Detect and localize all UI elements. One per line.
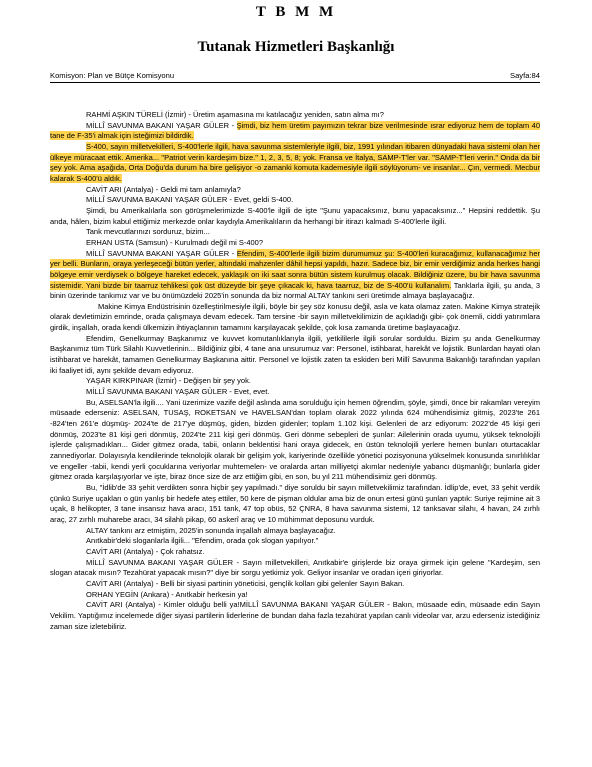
paragraph-text: CAVİT ARI (Antalya) - Kimler olduğu belli ya!MİLLÎ SAVUNMA BAKANI YAŞAR GÜLER - Bakın, müsaade edin, müsaade edin Sayın Vekilim. Yaptığımız incelemede diğer siyasi partilerin liderlerine de bundan daha fazla tezahürat yapılan canlı videolar var, arzu ederseniz istediğiniz zaman size izletebiliriz. [50,600,540,631]
paragraph-text: Bu, ASELSAN'la ilgili.... Yani üzerimize vazife değil aslında ama sorulduğu için hemen öğrendim, şöyle, şimdi, önce bir rakamları vereyim müsaade ederseniz: ASELSAN, TUSAŞ, ROKETSAN ve HAVELSAN'dan toplam olarak 2022 yılında 624 mühendisimiz gitmiş, 2023'te 261 -824'ten 261'e düşmüş- 2024'te de 217'ye düşmüş, giden, bizden gidenler; toplam 1.102 kişi. Gelenleri de arz ediyorum: 2022'de 45 kişi geri dönmüş, 2023'te 81 kişi geri dönmüş, 2024'te 211 kişi geri dönmüş. Geri dönme sebepleri de şunlar: Ailelerinin orada uyumu, yüksek teknolojili işlerde çalışmadıkları... Gider gitmez orada, tabii, onların beklentisi hani oraya gidecek, en üstün teknolojili yerlere hemen bunları oturtacaklar zannediyorlar. Dolayısıyla kendilerinde teknolojik olarak bir gelişim yok, kariyerinde özellikle yönetici pozisyonuna yükselmek konusunda sınırlılıklar ve engeller -tabii, kendi yerli çocuklarına veriyorlar muhtemelen- ve oralarda artan milliyetçi akımlar nedeniyle yabancı düşmanlığı; bunlarla gider gitmez orada karşılaşıyorlar ve işte, biraz önce size de arz ettiğim gibi, en son, bu yıl 211 mühendisimiz geri dönmüş. [50,397,540,482]
paragraph-text: YAŞAR KIRKPINAR (İzmir) - Değişen bir şey yok. [86,376,251,386]
transcript-paragraph [50,526,540,537]
document-title: T B M M [255,4,337,20]
transcript-paragraph [50,206,540,227]
transcript-paragraph [50,302,540,334]
transcript-paragraph [50,238,540,249]
transcript-paragraph [50,600,540,632]
transcript-paragraph [50,249,540,302]
transcript-paragraph [50,483,540,526]
highlighted-text: S-400, sayın milletvekilleri, S-400'lerle ilgili, hava savunma sistemleriyle ilgili, biz, 1991 yılından itibaren dünyadaki hava sistemi olan her ülkeye müracaat ettik. Amerika... "Patriot verin kardeşim bize." 1, 2, 3, 5, 8; yok. Fransa ve İtalya, SAMP-T'ler var. "SAMP-T'leri verin." Onda da bir şey yok. Ama aşağıda, Orta Doğu'da durum ha bire gelişiyor -o zamanki komuta kademesiyle ilgili söylüyorum- ve insanlar... Çın, vermedi. Mecbur kalarak S-400'ü aldık. [50,141,540,183]
paragraph-text: Bu, "İdlib'de 33 şehit verdikten sonra hiçbir şey yapılmadı." diye soruldu bir sayın milletvekilimiz tarafından. İdlip'de, evet, 33 şehit verdik çünkü Suriye uçakları o gün yanlış bir hedefe ateş ettiler, 50 kere de pişman oldular ama biz de onun ertesi günü şunları yaptık: Suriye rejimine ait 3 uçak, 8 helikopter, 3 tane insansız hava aracı, 151 tank, 47 top obüs, 52 ÇNRA, 8 hava savunma sistemi, 12 tanksavar silahı, 4 havan, 24 zırhlı araç, 27 zırhlı muharebe aracı, 34 silahlı pikap, 60 askerî araç ve 10 mühimmat deposunu vurduk. [50,482,540,524]
document-subtitle: Tutanak Hizmetleri Başkanlığı [197,39,395,55]
paragraph-text: CAVİT ARI (Antalya) - Belli bir siyasi partinin yöneticisi, gençlik kolları gibi gelenler Sayın Bakan. [86,578,405,588]
paragraph-text: Tanklarla ilgili, şu anda, 3 binin üzerinde tankımız var ve bu önümüzdeki 2025'in sonunda da biz normal ALTAY tankını seri üretimde almaya başlayacağız. [50,280,540,301]
transcript-body [50,110,540,632]
paragraph-text: ORHAN YEGİN (Ankara) - Anıtkabir herkesin ya! [86,589,248,599]
paragraph-text: ALTAY tankını arz etmiştim, 2025'in sonunda inşallah almaya başlayacağız. [86,525,336,535]
paragraph-text: MİLLÎ SAVUNMA BAKANI YAŞAR GÜLER - Evet, evet. [86,387,270,397]
paragraph-text: MİLLÎ SAVUNMA BAKANI YAŞAR GÜLER - [86,120,237,130]
page-meta [50,71,540,80]
header-divider [50,82,540,83]
paragraph-text: Şimdi, bu Amerikalılarla son görüşmelerimizde S-400'le ilgili de işte "Şunu yapacaksınız, bunu yapacaksınız..." Hepsini reddettik. Şu anda, hâlen, bizim kabul ettiğimiz merkezde onlar kaydıyla Amerikalıların da herhangi bir itirazı kalmadı S-400'lerle ilgili. [50,205,540,226]
commission-label: Komisyon: Plan ve Bütçe Komisyonu [50,71,175,80]
paragraph-text: RAHMİ AŞKIN TÜRELİ (İzmir) - Üretim aşamasına mı katılacağız yeniden, satın alma mı? [86,110,384,119]
paragraph-text: Tank mevcutlarınızı sorduruz, bizim... [86,227,210,237]
transcript-paragraph [50,334,540,377]
transcript-paragraph [50,142,540,185]
transcript-paragraph [50,398,540,483]
transcript-paragraph [50,547,540,558]
paragraph-text: MİLLÎ SAVUNMA BAKANI YAŞAR GÜLER - Evet, geldi S-400. [86,195,294,205]
transcript-paragraph [50,121,540,142]
paragraph-text: MİLLÎ SAVUNMA BAKANI YAŞAR GÜLER - [86,248,237,258]
highlighted-text: Şimdi, biz hem üretim payımızın tekrar bize verilmesinde ısrar ediyoruz hem de toplam 40 tane de F-35'i almak için isteğimizi bildirdik. [50,120,540,141]
transcript-paragraph [50,227,540,238]
highlighted-text: Efendim, S-400'lerle ilgili bizim durumumuz şu: S-400'leri kuracağımız, kullanacağımız her yer belli. Bunların, oraya yerleşeceği bütün yerler, altındaki mahzenler dâhil hepsi yapıldı, hazır. Sadece biz, bir emir verdiğimiz anda herkes hangi bölgeye emir verdiysek o bölgeye hareket edecek, yaklaşık on iki saat sonra bütün sistem kurulmuş olacak. Bildiğiniz üzere, bu bir hava savunma sistemidir. Yani bizde bir taarruz tehlikesi çok üst düzeyde bir şeye çıkacak ki, hava taarruz, biz de S-400'ü kullanalım. [50,248,540,290]
paragraph-text: CAVİT ARI (Antalya) - Geldi mi tam anlamıyla? [86,184,241,194]
transcript-paragraph [50,558,540,579]
paragraph-text: CAVİT ARI (Antalya) - Çok rahatsız. [86,546,205,556]
transcript-paragraph [50,590,540,601]
page-number: Sayfa:84 [510,71,540,80]
transcript-paragraph [50,110,540,121]
paragraph-text: Anıtkabir'deki sloganlarla ilgili... "Efendim, orada çok slogan yapılıyor." [86,536,319,546]
paragraph-text: ERHAN USTA (Samsun) - Kurulmadı değil mi S-400? [86,237,264,247]
transcript-paragraph [50,195,540,206]
transcript-paragraph [50,579,540,590]
paragraph-text: Makine Kimya Endüstrisinin özelleştirilmesiyle ilgili, böyle bir şey söz konusu değil, asla ve kata olamaz zaten. Makine Kimya stratejik olarak devletimizin emrinde, orada çalışmaya devam edecek. Tam tersine -bir sayın milletvekilimizin de açıkladığı gibi- çok önemli, ciddi yatırımlara girdik, inşallah, orada kendi ülkemizin ihtiyaçlarının tamamını karşılayacak şekilde, çok kısa zamanda üretime başlayacağız. [50,301,540,333]
paragraph-text: Efendim, Genelkurmay Başkanımız ve kuvvet komutanlıklarıyla ilgili, yetkililerle ilgili sorular sorduldu. Bizim şu anda Genelkurmay Başkanımız tüm Türk Silahlı Kuvvetlerinin... Bildiğiniz gibi, 4 tane ana unsurumuz var: Personel, istihbarat, harekât ve lojistik. Bunlardan hayati olan istihbarat ve harekât, tamamen Genelkurmay Başkanına aittir. Personel ve lojistik zaten ta eskiden beri Millî Savunma Bakanlığı tarafından yapılan iki faaliyet idi, aynı şekilde devam ediyoruz. [50,333,540,375]
transcript-paragraph [50,376,540,387]
transcript-paragraph [50,185,540,196]
transcript-paragraph [50,387,540,398]
paragraph-text: MİLLÎ SAVUNMA BAKANI YAŞAR GÜLER - Sayın milletvekilleri, Anıtkabir'e girişlerde biz oraya girmek için gelene "Kardeşim, sen slogan atacak mısın? Tezahürat yapacak mısın?" diye bir sorgu yetkimiz yok. Geliyor insanlar ve oradan içeri giriyorlar. [50,557,540,578]
transcript-paragraph [50,536,540,547]
